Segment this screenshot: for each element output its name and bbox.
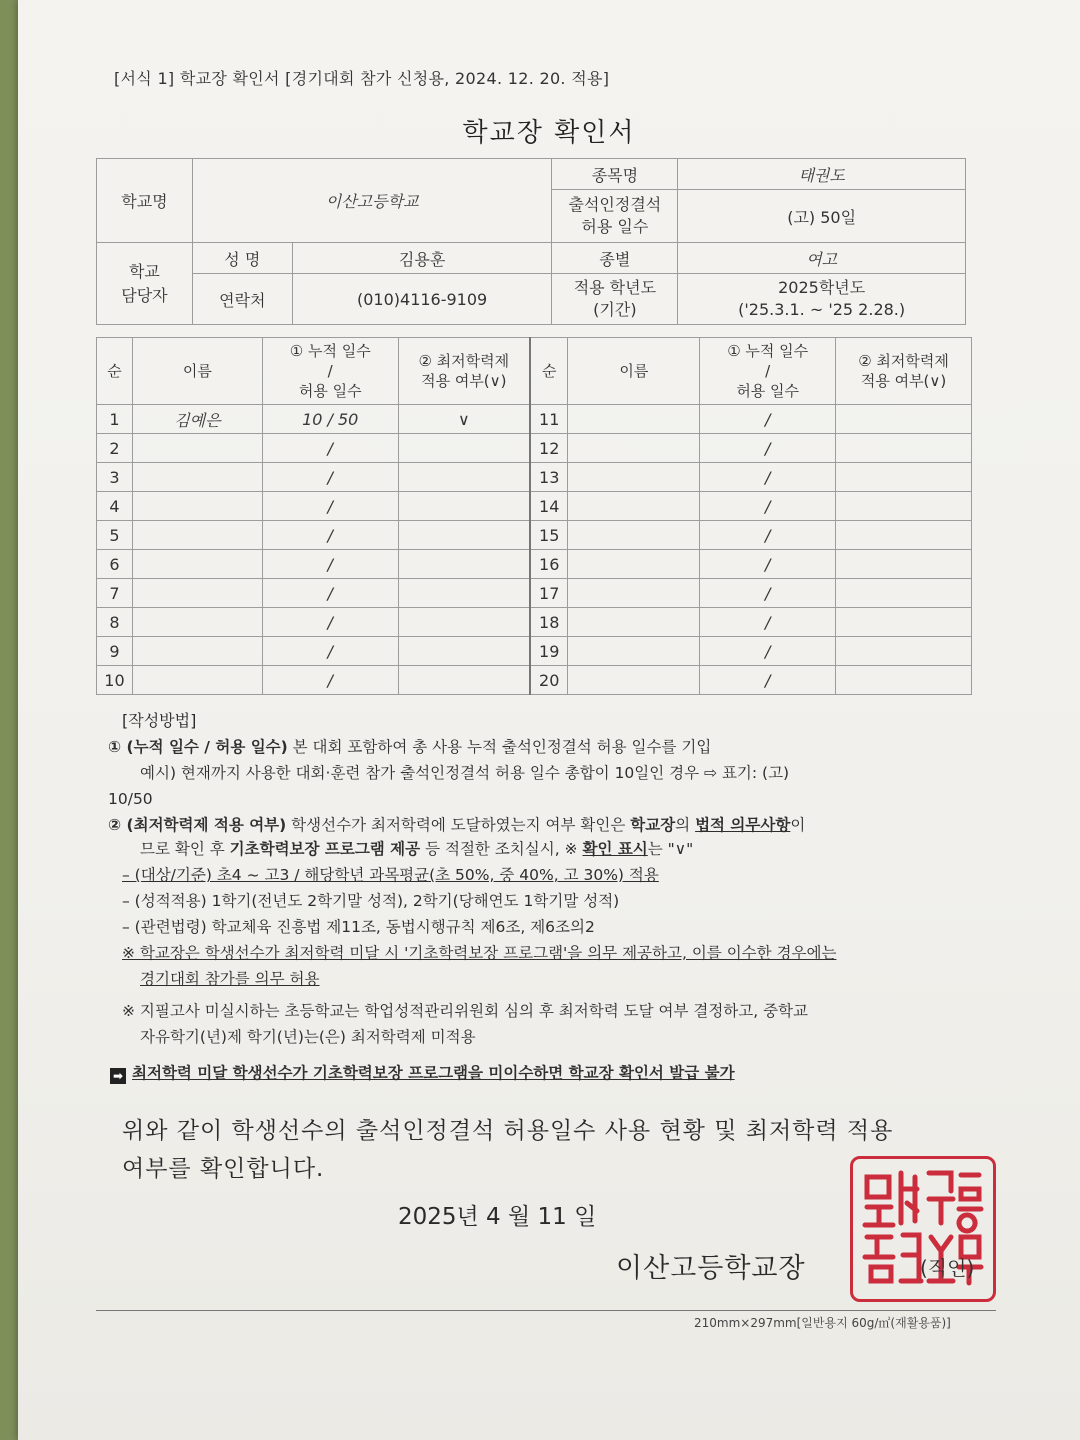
col-days-right-2: / bbox=[765, 362, 771, 380]
row-check-right bbox=[836, 405, 972, 434]
row-days-right: / bbox=[700, 434, 836, 463]
row-no-left: 9 bbox=[97, 637, 133, 666]
seal-label: (직인) bbox=[920, 1256, 975, 1280]
row-name-left bbox=[132, 579, 262, 608]
school-value: 이산고등학교 bbox=[192, 159, 552, 243]
method-line-1 bbox=[108, 736, 711, 758]
row-no-left: 2 bbox=[97, 434, 133, 463]
col-min-left bbox=[398, 338, 530, 405]
method-line-3: 10/50 bbox=[108, 790, 153, 808]
col-min-left-1: ② 최저학력제 bbox=[418, 352, 510, 370]
method-line-10: 경기대회 참가를 의무 허용 bbox=[140, 970, 320, 988]
year-value-1: 2025학년도 bbox=[778, 278, 866, 297]
row-no-left: 4 bbox=[97, 492, 133, 521]
method-line-2: 예시) 현재까지 사용한 대회·훈련 참가 출석인정결석 허용 일수 총합이 10일인 경우 ⇨ 표기: (고) bbox=[140, 764, 790, 782]
col-days-left-2: / bbox=[327, 362, 333, 380]
name-label: 성 명 bbox=[192, 243, 292, 274]
table-header-row bbox=[97, 338, 972, 405]
row-check-left bbox=[398, 463, 530, 492]
row-check-left bbox=[398, 521, 530, 550]
name-value: 김용훈 bbox=[292, 243, 552, 274]
row-days-left: / bbox=[262, 434, 398, 463]
category-value: 여고 bbox=[678, 243, 966, 274]
table-row bbox=[97, 434, 972, 463]
row-name-right bbox=[568, 637, 700, 666]
row-no-left: 3 bbox=[97, 463, 133, 492]
table-row bbox=[97, 579, 972, 608]
table-body bbox=[97, 405, 972, 695]
row-check-left bbox=[398, 492, 530, 521]
col-days-right bbox=[700, 338, 836, 405]
row-no-left: 1 bbox=[97, 405, 133, 434]
row-name-left bbox=[132, 666, 262, 695]
category-label: 종별 bbox=[552, 243, 678, 274]
row-days-left: / bbox=[262, 521, 398, 550]
row-no-left: 5 bbox=[97, 521, 133, 550]
method-line-13 bbox=[110, 1062, 735, 1084]
col-no-left: 순 bbox=[97, 338, 133, 405]
col-days-left-1: ① 누적 일수 bbox=[289, 342, 371, 360]
row-days-left: / bbox=[262, 463, 398, 492]
document-paper bbox=[18, 0, 1080, 1440]
col-min-right-1: ② 최저학력제 bbox=[858, 352, 949, 370]
allowed-days-label-1: 출석인정결석 bbox=[568, 195, 662, 214]
row-check-left bbox=[398, 666, 530, 695]
row-name-right bbox=[568, 550, 700, 579]
confirmation-text-1: 위와 같이 학생선수의 출석인정결석 허용일수 사용 현황 및 최저학력 적용 bbox=[122, 1118, 894, 1144]
row-days-right: / bbox=[700, 405, 836, 434]
method-l4-f: 이 bbox=[790, 816, 806, 834]
method-l5-c: 등 적절한 조치실시, ※ bbox=[420, 840, 583, 858]
col-name-left: 이름 bbox=[132, 338, 262, 405]
row-no-left: 10 bbox=[97, 666, 133, 695]
row-name-right bbox=[568, 463, 700, 492]
method-line-7: – (성적적용) 1학기(전년도 2학기말 성적), 2학기(당해연도 1학기말 성적) bbox=[122, 892, 620, 910]
year-label-1: 적용 학년도 bbox=[573, 278, 657, 297]
method-l4-e: 법적 의무사항 bbox=[695, 816, 791, 834]
row-no-right: 14 bbox=[530, 492, 568, 521]
row-check-right bbox=[836, 579, 972, 608]
row-name-right bbox=[568, 579, 700, 608]
method-l1-b: 본 대회 포함하여 총 사용 누적 출석인정결석 허용 일수를 기입 bbox=[287, 738, 712, 756]
arrow-icon: ➡ bbox=[110, 1068, 126, 1084]
method-line-8: – (관련법령) 학교체육 진흥법 제11조, 동법시행규칙 제6조, 제6조의2 bbox=[122, 918, 595, 936]
col-min-right-2: 적용 여부(∨) bbox=[860, 372, 947, 390]
row-days-left: / bbox=[262, 550, 398, 579]
row-check-right bbox=[836, 434, 972, 463]
row-check-left bbox=[398, 550, 530, 579]
allowed-days-label bbox=[552, 190, 678, 243]
principal-name: 이산고등학교장 bbox=[616, 1253, 806, 1284]
row-days-right: / bbox=[700, 521, 836, 550]
method-line-4 bbox=[108, 814, 805, 836]
method-line-6: – (대상/기준) 초4 ~ 고3 / 해당학년 과목평균(초 50%, 중 40%, 고 30%) 적용 bbox=[122, 866, 659, 884]
col-no-right: 순 bbox=[530, 338, 568, 405]
col-days-left-3: 허용 일수 bbox=[298, 382, 362, 400]
confirmation-text bbox=[122, 1112, 893, 1188]
row-days-right: / bbox=[700, 550, 836, 579]
row-no-left: 8 bbox=[97, 608, 133, 637]
row-no-right: 17 bbox=[530, 579, 568, 608]
manager-label bbox=[97, 243, 193, 325]
document-title: 학교장 확인서 bbox=[462, 118, 636, 148]
sport-label: 종목명 bbox=[552, 159, 678, 190]
row-days-right: / bbox=[700, 579, 836, 608]
row-name-left bbox=[132, 492, 262, 521]
col-name-right: 이름 bbox=[568, 338, 700, 405]
row-name-left bbox=[132, 521, 262, 550]
method-l1-a: ① (누적 일수 / 허용 일수) bbox=[108, 738, 288, 756]
row-check-left bbox=[398, 637, 530, 666]
table-row bbox=[97, 521, 972, 550]
manager-label-2: 담당자 bbox=[121, 285, 168, 305]
row-days-right: / bbox=[700, 666, 836, 695]
year-label bbox=[552, 274, 678, 325]
col-min-right bbox=[836, 338, 972, 405]
row-check-right bbox=[836, 521, 972, 550]
row-no-right: 11 bbox=[530, 405, 568, 434]
row-name-left bbox=[132, 463, 262, 492]
method-l4-b: 학생선수가 최저학력에 도달하였는지 여부 확인은 bbox=[286, 816, 631, 834]
row-no-left: 7 bbox=[97, 579, 133, 608]
year-value-2: ('25.3.1. ~ '25 2.28.) bbox=[738, 300, 906, 319]
row-no-right: 20 bbox=[530, 666, 568, 695]
row-check-right bbox=[836, 666, 972, 695]
year-label-2: (기간) bbox=[593, 300, 637, 319]
info-table bbox=[96, 158, 966, 325]
method-l13: 최저학력 미달 학생선수가 기초학력보장 프로그램을 미이수하면 학교장 확인서 발급 불가 bbox=[132, 1064, 735, 1082]
allowed-days-value: (고) 50일 bbox=[678, 190, 966, 243]
row-check-right bbox=[836, 608, 972, 637]
row-name-left bbox=[132, 550, 262, 579]
manager-label-1: 학교 bbox=[128, 261, 160, 281]
row-no-right: 12 bbox=[530, 434, 568, 463]
row-no-right: 19 bbox=[530, 637, 568, 666]
row-check-left bbox=[398, 434, 530, 463]
table-row bbox=[97, 608, 972, 637]
row-days-right: / bbox=[700, 608, 836, 637]
contact-value: (010)4116-9109 bbox=[292, 274, 552, 325]
table-row bbox=[97, 405, 972, 434]
row-check-left bbox=[398, 579, 530, 608]
row-check-left: ∨ bbox=[398, 405, 530, 434]
row-name-left bbox=[132, 434, 262, 463]
row-check-right bbox=[836, 492, 972, 521]
method-heading: [작성방법] bbox=[122, 711, 197, 730]
method-l4-a: ② (최저학력제 적용 여부) bbox=[108, 816, 287, 834]
year-value bbox=[678, 274, 966, 325]
student-table bbox=[96, 337, 972, 695]
row-days-left: / bbox=[262, 579, 398, 608]
method-line-11: ※ 지필고사 미실시하는 초등학교는 학업성적관리위원회 심의 후 최저학력 도달 여부 결정하고, 중학교 bbox=[122, 1002, 809, 1020]
row-name-right bbox=[568, 666, 700, 695]
form-label: [서식 1] 학교장 확인서 [경기대회 참가 신청용, 2024. 12. 20. 적용] bbox=[114, 69, 610, 88]
row-days-right: / bbox=[700, 463, 836, 492]
row-days-right: / bbox=[700, 637, 836, 666]
row-name-right bbox=[568, 405, 700, 434]
row-check-right bbox=[836, 637, 972, 666]
col-days-right-3: 허용 일수 bbox=[736, 382, 800, 400]
row-check-right bbox=[836, 463, 972, 492]
allowed-days-label-2: 허용 일수 bbox=[581, 217, 649, 236]
row-check-right bbox=[836, 550, 972, 579]
row-name-right bbox=[568, 492, 700, 521]
row-no-right: 15 bbox=[530, 521, 568, 550]
method-l5-e: 는 "∨" bbox=[647, 840, 694, 858]
table-row bbox=[97, 666, 972, 695]
method-line-12: 자유학기(년)제 학기(년)는(은) 최저학력제 미적용 bbox=[140, 1028, 476, 1046]
row-name-left bbox=[132, 637, 262, 666]
method-l4-c: 학교장 bbox=[630, 816, 676, 834]
issue-date: 2025년 4 월 11 일 bbox=[398, 1204, 597, 1230]
row-days-left: 10 / 50 bbox=[262, 405, 398, 434]
row-no-left: 6 bbox=[97, 550, 133, 579]
table-row bbox=[97, 637, 972, 666]
school-label: 학교명 bbox=[97, 159, 193, 243]
row-name-right bbox=[568, 434, 700, 463]
row-no-right: 16 bbox=[530, 550, 568, 579]
method-l5-a: 므로 확인 후 bbox=[140, 840, 230, 858]
table-row bbox=[97, 550, 972, 579]
row-days-left: / bbox=[262, 637, 398, 666]
row-name-right bbox=[568, 608, 700, 637]
row-name-left bbox=[132, 608, 262, 637]
row-days-left: / bbox=[262, 608, 398, 637]
row-no-right: 13 bbox=[530, 463, 568, 492]
method-line-9: ※ 학교장은 학생선수가 최저학력 미달 시 '기초학력보장 프로그램'을 의무 제공하고, 이를 이수한 경우에는 bbox=[122, 944, 837, 962]
row-check-left bbox=[398, 608, 530, 637]
table-row bbox=[97, 463, 972, 492]
row-name-right bbox=[568, 521, 700, 550]
row-days-left: / bbox=[262, 492, 398, 521]
col-days-left bbox=[262, 338, 398, 405]
sport-value: 태권도 bbox=[678, 159, 966, 190]
method-l5-b: 기초학력보장 프로그램 제공 bbox=[229, 840, 421, 858]
footer-divider bbox=[96, 1310, 996, 1311]
row-name-left: 김예은 bbox=[132, 405, 262, 434]
table-row bbox=[97, 492, 972, 521]
method-l4-d: 의 bbox=[675, 816, 696, 834]
col-min-left-2: 적용 여부(∨) bbox=[421, 372, 507, 390]
paper-spec: 210mm×297mm[일반용지 60g/㎡(재활용품)] bbox=[694, 1316, 951, 1330]
row-days-left: / bbox=[262, 666, 398, 695]
method-l5-d: 확인 표시 bbox=[582, 840, 648, 858]
col-days-right-1: ① 누적 일수 bbox=[727, 342, 809, 360]
method-line-5 bbox=[140, 838, 693, 860]
row-days-right: / bbox=[700, 492, 836, 521]
row-no-right: 18 bbox=[530, 608, 568, 637]
contact-label: 연락처 bbox=[192, 274, 292, 325]
confirmation-text-2: 여부를 확인합니다. bbox=[122, 1156, 325, 1182]
